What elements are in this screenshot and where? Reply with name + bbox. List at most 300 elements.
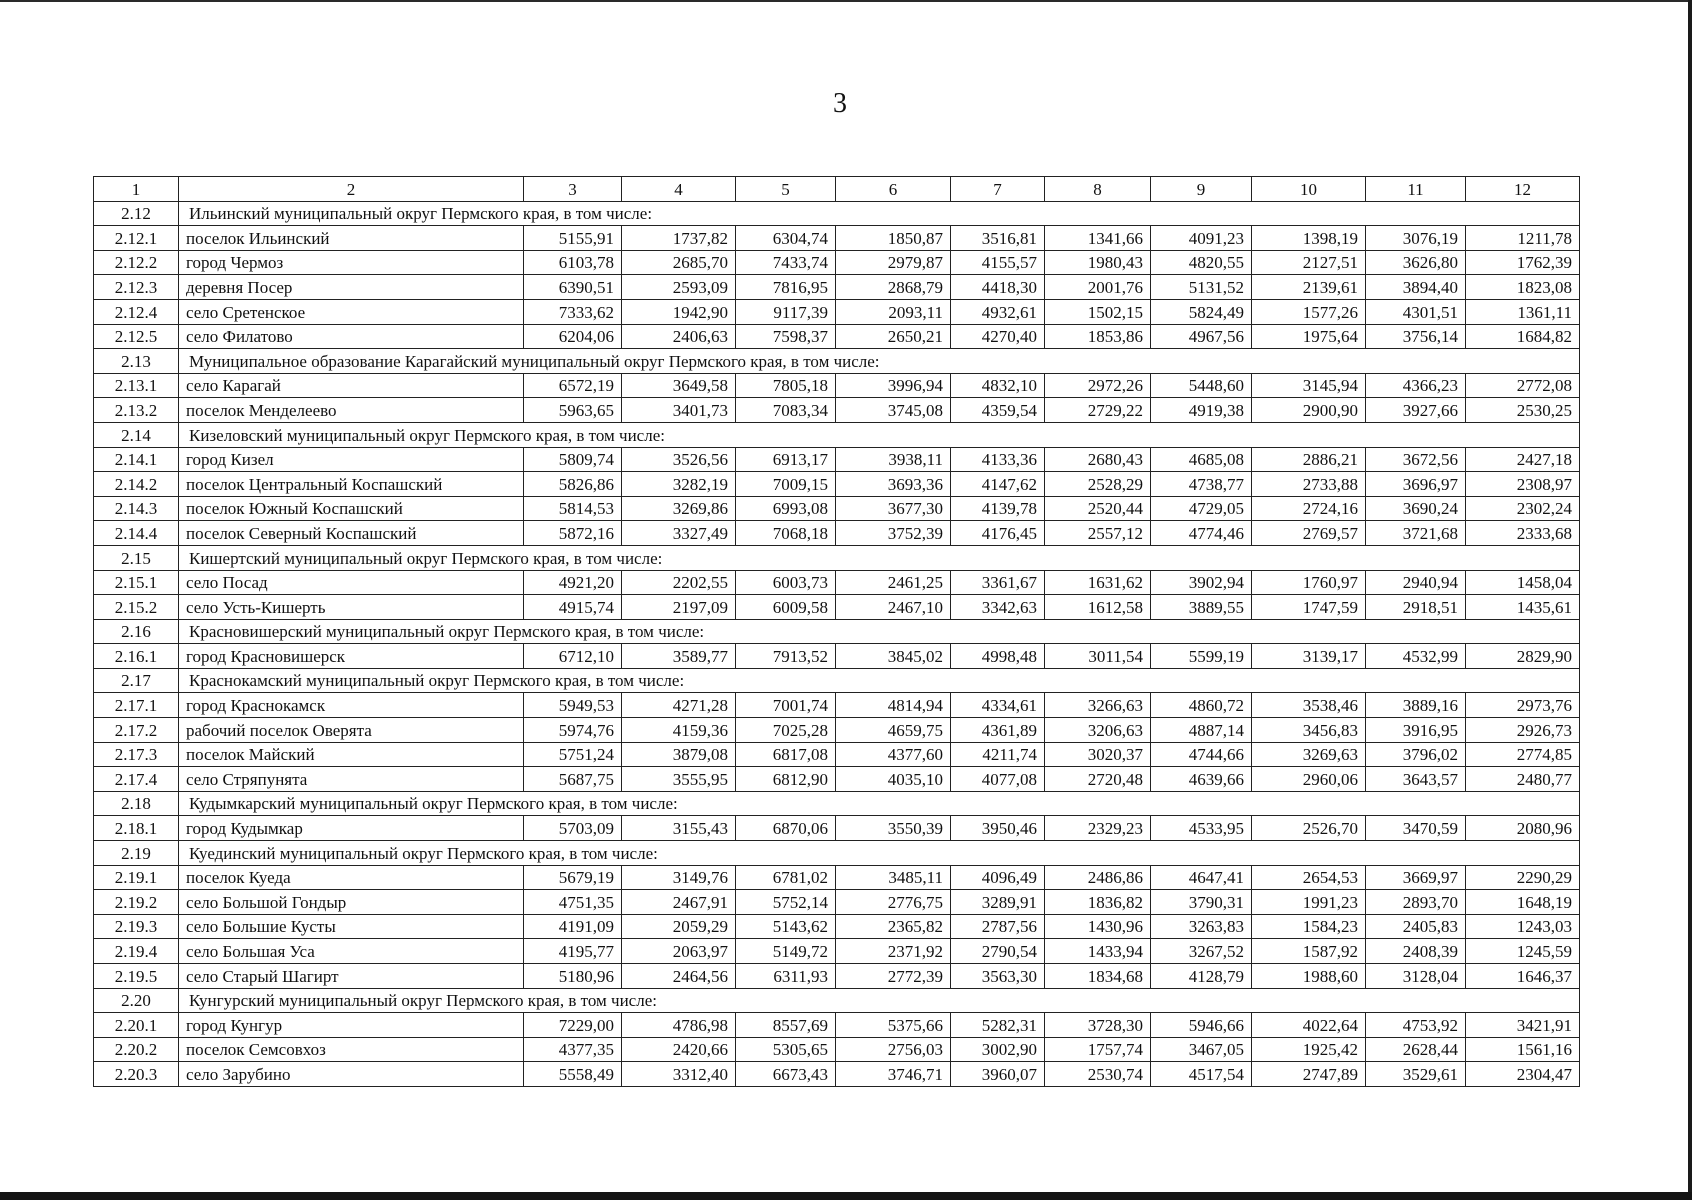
value-cell: 2467,91 — [622, 890, 736, 915]
settlement-name: село Большой Гондыр — [179, 890, 524, 915]
table-row — [94, 964, 1580, 989]
value-cell: 3690,24 — [1366, 496, 1466, 521]
value-cell: 5814,53 — [524, 496, 622, 521]
value-cell: 2685,70 — [622, 250, 736, 275]
value-cell: 4659,75 — [836, 718, 951, 743]
settlement-name: город Кудымкар — [179, 816, 524, 841]
value-cell: 2926,73 — [1466, 718, 1580, 743]
value-cell: 5143,62 — [736, 914, 836, 939]
value-cell: 3266,63 — [1045, 693, 1151, 718]
settlement-name: село Стряпунята — [179, 767, 524, 792]
value-cell: 4786,98 — [622, 1013, 736, 1038]
value-cell: 2918,51 — [1366, 595, 1466, 620]
value-cell: 1850,87 — [836, 226, 951, 251]
value-cell: 5809,74 — [524, 447, 622, 472]
value-cell: 3996,94 — [836, 373, 951, 398]
section-code: 2.20 — [94, 988, 179, 1013]
value-cell: 4774,46 — [1151, 521, 1252, 546]
value-cell: 6390,51 — [524, 275, 622, 300]
value-cell: 2557,12 — [1045, 521, 1151, 546]
value-cell: 3721,68 — [1366, 521, 1466, 546]
value-cell: 3470,59 — [1366, 816, 1466, 841]
value-cell: 3902,94 — [1151, 570, 1252, 595]
row-code: 2.17.3 — [94, 742, 179, 767]
value-cell: 2772,39 — [836, 964, 951, 989]
value-cell: 1737,82 — [622, 226, 736, 251]
row-code: 2.12.2 — [94, 250, 179, 275]
value-cell: 1988,60 — [1252, 964, 1366, 989]
settlement-name: поселок Южный Коспашский — [179, 496, 524, 521]
table-row — [94, 718, 1580, 743]
value-cell: 4096,49 — [951, 865, 1045, 890]
section-title: Муниципальное образование Карагайский муниципальный округ Пермского края, в том числе: — [179, 349, 1580, 374]
value-cell: 3927,66 — [1366, 398, 1466, 423]
value-cell: 2408,39 — [1366, 939, 1466, 964]
settlement-name: село Сретенское — [179, 299, 524, 324]
section-title: Ильинский муниципальный округ Пермского края, в том числе: — [179, 201, 1580, 226]
row-code: 2.16.1 — [94, 644, 179, 669]
row-code: 2.18.1 — [94, 816, 179, 841]
value-cell: 3401,73 — [622, 398, 736, 423]
section-code: 2.19 — [94, 841, 179, 866]
value-cell: 1430,96 — [1045, 914, 1151, 939]
value-cell: 2202,55 — [622, 570, 736, 595]
value-cell: 3002,90 — [951, 1037, 1045, 1062]
value-cell: 5963,65 — [524, 398, 622, 423]
value-cell: 3696,97 — [1366, 472, 1466, 497]
settlement-name: город Краснокамск — [179, 693, 524, 718]
value-cell: 3421,91 — [1466, 1013, 1580, 1038]
value-cell: 3529,61 — [1366, 1062, 1466, 1087]
value-cell: 3756,14 — [1366, 324, 1466, 349]
value-cell: 2680,43 — [1045, 447, 1151, 472]
settlement-name: село Зарубино — [179, 1062, 524, 1087]
section-row — [94, 841, 1580, 866]
row-code: 2.12.5 — [94, 324, 179, 349]
table-row — [94, 693, 1580, 718]
value-cell: 7229,00 — [524, 1013, 622, 1038]
value-cell: 7816,95 — [736, 275, 836, 300]
value-cell: 1561,16 — [1466, 1037, 1580, 1062]
section-row — [94, 422, 1580, 447]
scan-right-edge — [1688, 0, 1692, 1200]
table-row — [94, 521, 1580, 546]
value-cell: 4366,23 — [1366, 373, 1466, 398]
settlement-name: поселок Менделеево — [179, 398, 524, 423]
row-code: 2.12.3 — [94, 275, 179, 300]
value-cell: 1502,15 — [1045, 299, 1151, 324]
value-cell: 3139,17 — [1252, 644, 1366, 669]
value-cell: 1684,82 — [1466, 324, 1580, 349]
value-cell: 2972,26 — [1045, 373, 1151, 398]
value-cell: 5703,09 — [524, 816, 622, 841]
value-cell: 3526,56 — [622, 447, 736, 472]
row-code: 2.14.4 — [94, 521, 179, 546]
table-row — [94, 595, 1580, 620]
settlement-name: село Большая Уса — [179, 939, 524, 964]
section-row — [94, 201, 1580, 226]
value-cell: 3538,46 — [1252, 693, 1366, 718]
section-title: Кудымкарский муниципальный округ Пермского края, в том числе: — [179, 791, 1580, 816]
row-code: 2.20.3 — [94, 1062, 179, 1087]
value-cell: 6204,06 — [524, 324, 622, 349]
value-cell: 4647,41 — [1151, 865, 1252, 890]
value-cell: 1361,11 — [1466, 299, 1580, 324]
section-title: Красновишерский муниципальный округ Пермского края, в том числе: — [179, 619, 1580, 644]
value-cell: 1587,92 — [1252, 939, 1366, 964]
settlement-name: поселок Ильинский — [179, 226, 524, 251]
column-header: 8 — [1045, 177, 1151, 202]
value-cell: 4860,72 — [1151, 693, 1252, 718]
value-cell: 4359,54 — [951, 398, 1045, 423]
row-code: 2.19.5 — [94, 964, 179, 989]
value-cell: 6009,58 — [736, 595, 836, 620]
value-cell: 5687,75 — [524, 767, 622, 792]
row-code: 2.13.2 — [94, 398, 179, 423]
value-cell: 9117,39 — [736, 299, 836, 324]
value-cell: 5282,31 — [951, 1013, 1045, 1038]
value-cell: 4738,77 — [1151, 472, 1252, 497]
section-title: Кунгурский муниципальный округ Пермского края, в том числе: — [179, 988, 1580, 1013]
value-cell: 7598,37 — [736, 324, 836, 349]
value-cell: 3289,91 — [951, 890, 1045, 915]
value-cell: 2059,29 — [622, 914, 736, 939]
value-cell: 4729,05 — [1151, 496, 1252, 521]
value-cell: 5149,72 — [736, 939, 836, 964]
value-cell: 2480,77 — [1466, 767, 1580, 792]
value-cell: 3206,63 — [1045, 718, 1151, 743]
value-cell: 2405,83 — [1366, 914, 1466, 939]
section-code: 2.13 — [94, 349, 179, 374]
value-cell: 4820,55 — [1151, 250, 1252, 275]
section-code: 2.14 — [94, 422, 179, 447]
value-cell: 5679,19 — [524, 865, 622, 890]
value-cell: 1243,03 — [1466, 914, 1580, 939]
value-cell: 3327,49 — [622, 521, 736, 546]
value-cell: 2406,63 — [622, 324, 736, 349]
value-cell: 2729,22 — [1045, 398, 1151, 423]
value-cell: 1991,23 — [1252, 890, 1366, 915]
value-cell: 4334,61 — [951, 693, 1045, 718]
value-cell: 4377,60 — [836, 742, 951, 767]
value-cell: 2769,57 — [1252, 521, 1366, 546]
value-cell: 2868,79 — [836, 275, 951, 300]
table-row — [94, 767, 1580, 792]
value-cell: 5946,66 — [1151, 1013, 1252, 1038]
value-cell: 3145,94 — [1252, 373, 1366, 398]
value-cell: 2139,61 — [1252, 275, 1366, 300]
value-cell: 1975,64 — [1252, 324, 1366, 349]
value-cell: 3889,55 — [1151, 595, 1252, 620]
settlement-name: деревня Посер — [179, 275, 524, 300]
value-cell: 2973,76 — [1466, 693, 1580, 718]
value-cell: 3728,30 — [1045, 1013, 1151, 1038]
value-cell: 1341,66 — [1045, 226, 1151, 251]
column-header: 12 — [1466, 177, 1580, 202]
table-row — [94, 816, 1580, 841]
value-cell: 3267,52 — [1151, 939, 1252, 964]
value-cell: 2001,76 — [1045, 275, 1151, 300]
settlement-name: село Посад — [179, 570, 524, 595]
settlement-name: поселок Центральный Коспашский — [179, 472, 524, 497]
table-row — [94, 447, 1580, 472]
value-cell: 4932,61 — [951, 299, 1045, 324]
scan-top-edge — [0, 0, 1692, 2]
value-cell: 6673,43 — [736, 1062, 836, 1087]
value-cell: 4418,30 — [951, 275, 1045, 300]
row-code: 2.12.1 — [94, 226, 179, 251]
table-row — [94, 644, 1580, 669]
value-cell: 3677,30 — [836, 496, 951, 521]
value-cell: 1577,26 — [1252, 299, 1366, 324]
value-cell: 2776,75 — [836, 890, 951, 915]
value-cell: 2530,25 — [1466, 398, 1580, 423]
value-cell: 4919,38 — [1151, 398, 1252, 423]
value-cell: 4753,92 — [1366, 1013, 1466, 1038]
row-code: 2.20.1 — [94, 1013, 179, 1038]
value-cell: 4147,62 — [951, 472, 1045, 497]
value-cell: 2979,87 — [836, 250, 951, 275]
value-cell: 3894,40 — [1366, 275, 1466, 300]
value-cell: 2304,47 — [1466, 1062, 1580, 1087]
value-cell: 3790,31 — [1151, 890, 1252, 915]
value-cell: 1762,39 — [1466, 250, 1580, 275]
value-cell: 2461,25 — [836, 570, 951, 595]
value-cell: 3269,63 — [1252, 742, 1366, 767]
settlement-name: город Чермоз — [179, 250, 524, 275]
value-cell: 5824,49 — [1151, 299, 1252, 324]
value-cell: 1942,90 — [622, 299, 736, 324]
value-cell: 4022,64 — [1252, 1013, 1366, 1038]
settlement-name: поселок Майский — [179, 742, 524, 767]
row-code: 2.13.1 — [94, 373, 179, 398]
value-cell: 1245,59 — [1466, 939, 1580, 964]
section-code: 2.18 — [94, 791, 179, 816]
value-cell: 1834,68 — [1045, 964, 1151, 989]
scan-bottom-edge — [0, 1192, 1692, 1200]
value-cell: 2893,70 — [1366, 890, 1466, 915]
value-cell: 1760,97 — [1252, 570, 1366, 595]
value-cell: 3020,37 — [1045, 742, 1151, 767]
value-cell: 5599,19 — [1151, 644, 1252, 669]
value-cell: 5752,14 — [736, 890, 836, 915]
value-cell: 3155,43 — [622, 816, 736, 841]
table-row — [94, 398, 1580, 423]
section-row — [94, 349, 1580, 374]
value-cell: 3916,95 — [1366, 718, 1466, 743]
value-cell: 4639,66 — [1151, 767, 1252, 792]
value-cell: 2371,92 — [836, 939, 951, 964]
table-row — [94, 570, 1580, 595]
value-cell: 2628,44 — [1366, 1037, 1466, 1062]
value-cell: 1631,62 — [1045, 570, 1151, 595]
value-cell: 2756,03 — [836, 1037, 951, 1062]
value-cell: 4271,28 — [622, 693, 736, 718]
column-header: 7 — [951, 177, 1045, 202]
row-code: 2.17.2 — [94, 718, 179, 743]
table-row — [94, 496, 1580, 521]
value-cell: 1757,74 — [1045, 1037, 1151, 1062]
value-cell: 2530,74 — [1045, 1062, 1151, 1087]
value-cell: 3845,02 — [836, 644, 951, 669]
value-cell: 2290,29 — [1466, 865, 1580, 890]
value-cell: 3263,83 — [1151, 914, 1252, 939]
value-cell: 5751,24 — [524, 742, 622, 767]
value-cell: 2467,10 — [836, 595, 951, 620]
value-cell: 6993,08 — [736, 496, 836, 521]
value-cell: 3796,02 — [1366, 742, 1466, 767]
value-cell: 7025,28 — [736, 718, 836, 743]
value-cell: 2960,06 — [1252, 767, 1366, 792]
settlement-name: поселок Семсовхоз — [179, 1037, 524, 1062]
settlement-name: поселок Куеда — [179, 865, 524, 890]
value-cell: 2650,21 — [836, 324, 951, 349]
value-cell: 4176,45 — [951, 521, 1045, 546]
section-title: Краснокамский муниципальный округ Пермского края, в том числе: — [179, 668, 1580, 693]
settlement-name: город Красновишерск — [179, 644, 524, 669]
section-row — [94, 791, 1580, 816]
value-cell: 8557,69 — [736, 1013, 836, 1038]
table-body — [94, 177, 1580, 1087]
value-cell: 6870,06 — [736, 816, 836, 841]
column-header: 10 — [1252, 177, 1366, 202]
table-row — [94, 1037, 1580, 1062]
value-cell: 3312,40 — [622, 1062, 736, 1087]
value-cell: 2900,90 — [1252, 398, 1366, 423]
value-cell: 6572,19 — [524, 373, 622, 398]
table-row — [94, 373, 1580, 398]
value-cell: 4077,08 — [951, 767, 1045, 792]
value-cell: 2886,21 — [1252, 447, 1366, 472]
section-row — [94, 619, 1580, 644]
table-row — [94, 275, 1580, 300]
column-header: 2 — [179, 177, 524, 202]
table-row — [94, 1013, 1580, 1038]
table-row — [94, 890, 1580, 915]
value-cell: 3342,63 — [951, 595, 1045, 620]
row-code: 2.19.3 — [94, 914, 179, 939]
value-cell: 1648,19 — [1466, 890, 1580, 915]
value-cell: 1458,04 — [1466, 570, 1580, 595]
value-cell: 4967,56 — [1151, 324, 1252, 349]
value-cell: 2486,86 — [1045, 865, 1151, 890]
value-cell: 6817,08 — [736, 742, 836, 767]
value-cell: 4751,35 — [524, 890, 622, 915]
value-cell: 7333,62 — [524, 299, 622, 324]
row-code: 2.12.4 — [94, 299, 179, 324]
value-cell: 4998,48 — [951, 644, 1045, 669]
row-code: 2.20.2 — [94, 1037, 179, 1062]
value-cell: 3950,46 — [951, 816, 1045, 841]
value-cell: 1747,59 — [1252, 595, 1366, 620]
row-code: 2.19.4 — [94, 939, 179, 964]
value-cell: 3282,19 — [622, 472, 736, 497]
value-cell: 2593,09 — [622, 275, 736, 300]
value-cell: 5131,52 — [1151, 275, 1252, 300]
value-cell: 3938,11 — [836, 447, 951, 472]
value-cell: 2724,16 — [1252, 496, 1366, 521]
row-code: 2.15.2 — [94, 595, 179, 620]
value-cell: 2329,23 — [1045, 816, 1151, 841]
value-cell: 6781,02 — [736, 865, 836, 890]
row-code: 2.15.1 — [94, 570, 179, 595]
value-cell: 5558,49 — [524, 1062, 622, 1087]
value-cell: 7805,18 — [736, 373, 836, 398]
value-cell: 4517,54 — [1151, 1062, 1252, 1087]
column-header: 6 — [836, 177, 951, 202]
value-cell: 2528,29 — [1045, 472, 1151, 497]
value-cell: 5375,66 — [836, 1013, 951, 1038]
value-cell: 3516,81 — [951, 226, 1045, 251]
value-cell: 5155,91 — [524, 226, 622, 251]
value-cell: 1925,42 — [1252, 1037, 1366, 1062]
value-cell: 2197,09 — [622, 595, 736, 620]
value-cell: 2790,54 — [951, 939, 1045, 964]
value-cell: 5949,53 — [524, 693, 622, 718]
value-cell: 3128,04 — [1366, 964, 1466, 989]
value-cell: 7001,74 — [736, 693, 836, 718]
section-title: Кишертский муниципальный округ Пермского края, в том числе: — [179, 545, 1580, 570]
table-row — [94, 324, 1580, 349]
value-cell: 6712,10 — [524, 644, 622, 669]
value-cell: 5305,65 — [736, 1037, 836, 1062]
value-cell: 5180,96 — [524, 964, 622, 989]
value-cell: 3746,71 — [836, 1062, 951, 1087]
value-cell: 4685,08 — [1151, 447, 1252, 472]
value-cell: 7913,52 — [736, 644, 836, 669]
settlement-name: село Карагай — [179, 373, 524, 398]
value-cell: 7433,74 — [736, 250, 836, 275]
value-cell: 4814,94 — [836, 693, 951, 718]
value-cell: 2829,90 — [1466, 644, 1580, 669]
table-row — [94, 1062, 1580, 1087]
row-code: 2.19.1 — [94, 865, 179, 890]
value-cell: 6003,73 — [736, 570, 836, 595]
row-code: 2.14.2 — [94, 472, 179, 497]
value-cell: 2302,24 — [1466, 496, 1580, 521]
table-row — [94, 914, 1580, 939]
column-header: 11 — [1366, 177, 1466, 202]
value-cell: 1823,08 — [1466, 275, 1580, 300]
section-code: 2.17 — [94, 668, 179, 693]
value-cell: 2787,56 — [951, 914, 1045, 939]
value-cell: 2063,97 — [622, 939, 736, 964]
value-cell: 3752,39 — [836, 521, 951, 546]
value-cell: 3879,08 — [622, 742, 736, 767]
value-cell: 2747,89 — [1252, 1062, 1366, 1087]
value-cell: 3269,86 — [622, 496, 736, 521]
value-cell: 3649,58 — [622, 373, 736, 398]
value-cell: 3643,57 — [1366, 767, 1466, 792]
row-code: 2.17.1 — [94, 693, 179, 718]
value-cell: 1435,61 — [1466, 595, 1580, 620]
value-cell: 1612,58 — [1045, 595, 1151, 620]
value-cell: 3550,39 — [836, 816, 951, 841]
value-cell: 3361,67 — [951, 570, 1045, 595]
value-cell: 2427,18 — [1466, 447, 1580, 472]
value-cell: 4128,79 — [1151, 964, 1252, 989]
value-cell: 2093,11 — [836, 299, 951, 324]
value-cell: 4091,23 — [1151, 226, 1252, 251]
section-title: Кизеловский муниципальный округ Пермского края, в том числе: — [179, 422, 1580, 447]
value-cell: 4191,09 — [524, 914, 622, 939]
value-cell: 6812,90 — [736, 767, 836, 792]
value-cell: 5826,86 — [524, 472, 622, 497]
tariff-table — [93, 176, 1580, 1087]
value-cell: 4744,66 — [1151, 742, 1252, 767]
value-cell: 4832,10 — [951, 373, 1045, 398]
column-header: 5 — [736, 177, 836, 202]
